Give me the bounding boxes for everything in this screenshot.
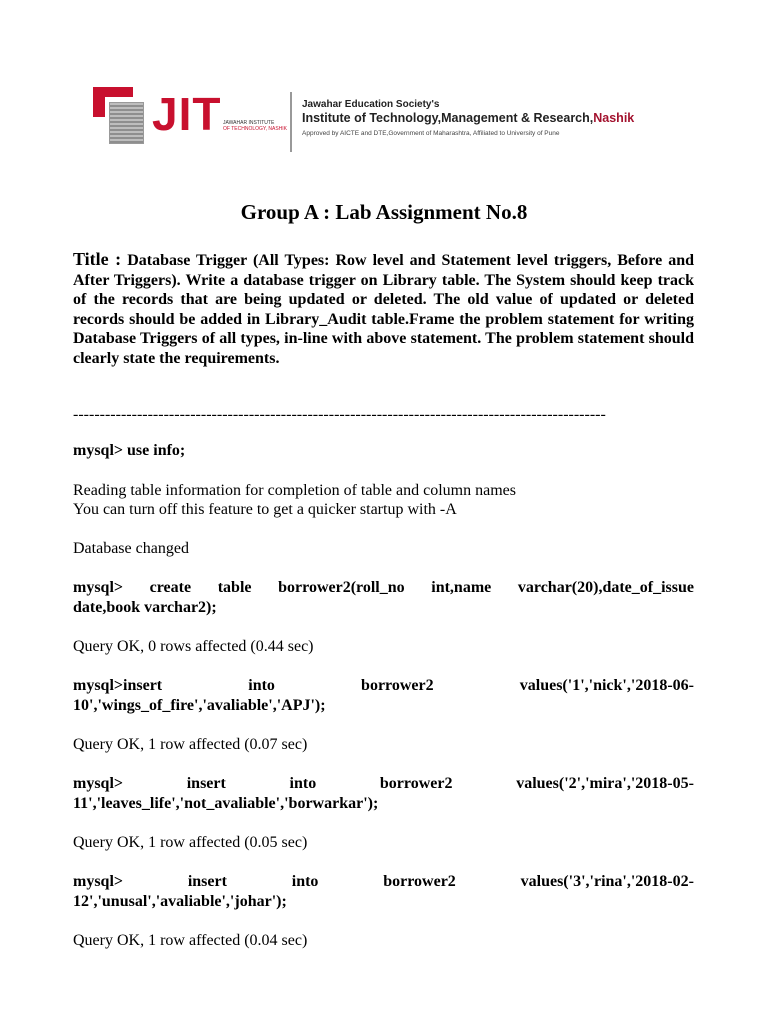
page-title: Group A : Lab Assignment No.8 — [240, 200, 528, 224]
output-query-ok-1: Query OK, 1 row affected (0.07 sec) — [73, 736, 308, 753]
output-db-changed: Database changed — [73, 540, 189, 557]
header-divider — [290, 92, 292, 152]
title-label: Title : — [73, 249, 122, 269]
jit-logo-icon — [93, 87, 145, 145]
output-query-ok-2: Query OK, 1 row affected (0.05 sec) — [73, 834, 308, 851]
institute-header — [90, 84, 700, 156]
output-query-ok-0: Query OK, 0 rows affected (0.44 sec) — [73, 638, 314, 655]
separator-line: ---------------------------------------------------------------------------------------------------- — [73, 406, 606, 423]
command-insert-3-line-1: mysql> insert into borrower2 values('3','rina','2018-02- — [73, 873, 694, 890]
command-create-line-2: date,book varchar2); — [73, 599, 217, 616]
command-insert-3-line-2: 12','unusal','avaliable','johar'); — [73, 893, 287, 910]
output-query-ok-3: Query OK, 1 row affected (0.04 sec) — [73, 932, 308, 949]
output-reading-1: Reading table information for completion of table and column names — [73, 482, 516, 499]
logo-text: JIT — [152, 88, 222, 140]
command-create-line-1: mysql> create table borrower2(roll_no int,name varchar(20),date_of_issue — [73, 579, 694, 596]
logo-subtext: JAWAHAR INSTITUTE OF TECHNOLOGY, NASHIK — [223, 120, 287, 132]
title-text: Database Trigger (All Types: Row level and Statement level triggers, Before and After Triggers). Write a database trigger on Library table. The System should keep track of the records that are being updated or deleted. The old value of updated or deleted records should be added in Library_Audit table.Frame the problem statement for writing Database Triggers of all types, in-line with above statement. The problem statement should clearly state the requirements. — [73, 252, 695, 367]
approval-line: Approved by AICTE and DTE,Government of Maharashtra, Affiliated to University of Pune — [302, 130, 560, 137]
command-insert-2-line-1: mysql> insert into borrower2 values('2','mira','2018-05- — [73, 775, 694, 792]
output-reading-2: You can turn off this feature to get a quicker startup with -A — [73, 501, 457, 518]
command-insert-1-line-1: mysql>insert into borrower2 values('1','nick','2018-06- — [73, 677, 694, 694]
institute-city: Nashik — [593, 111, 635, 125]
command-insert-2-line-2: 11','leaves_life','not_avaliable','borwarkar'); — [73, 795, 379, 812]
command-use-info: mysql> use info; — [73, 442, 186, 459]
society-name: Jawahar Education Society's — [302, 99, 440, 110]
command-insert-1-line-2: 10','wings_of_fire','avaliable','APJ'); — [73, 697, 326, 714]
title-paragraph — [73, 250, 694, 369]
institute-name: Institute of Technology,Management & Research,Nashik — [302, 111, 635, 125]
